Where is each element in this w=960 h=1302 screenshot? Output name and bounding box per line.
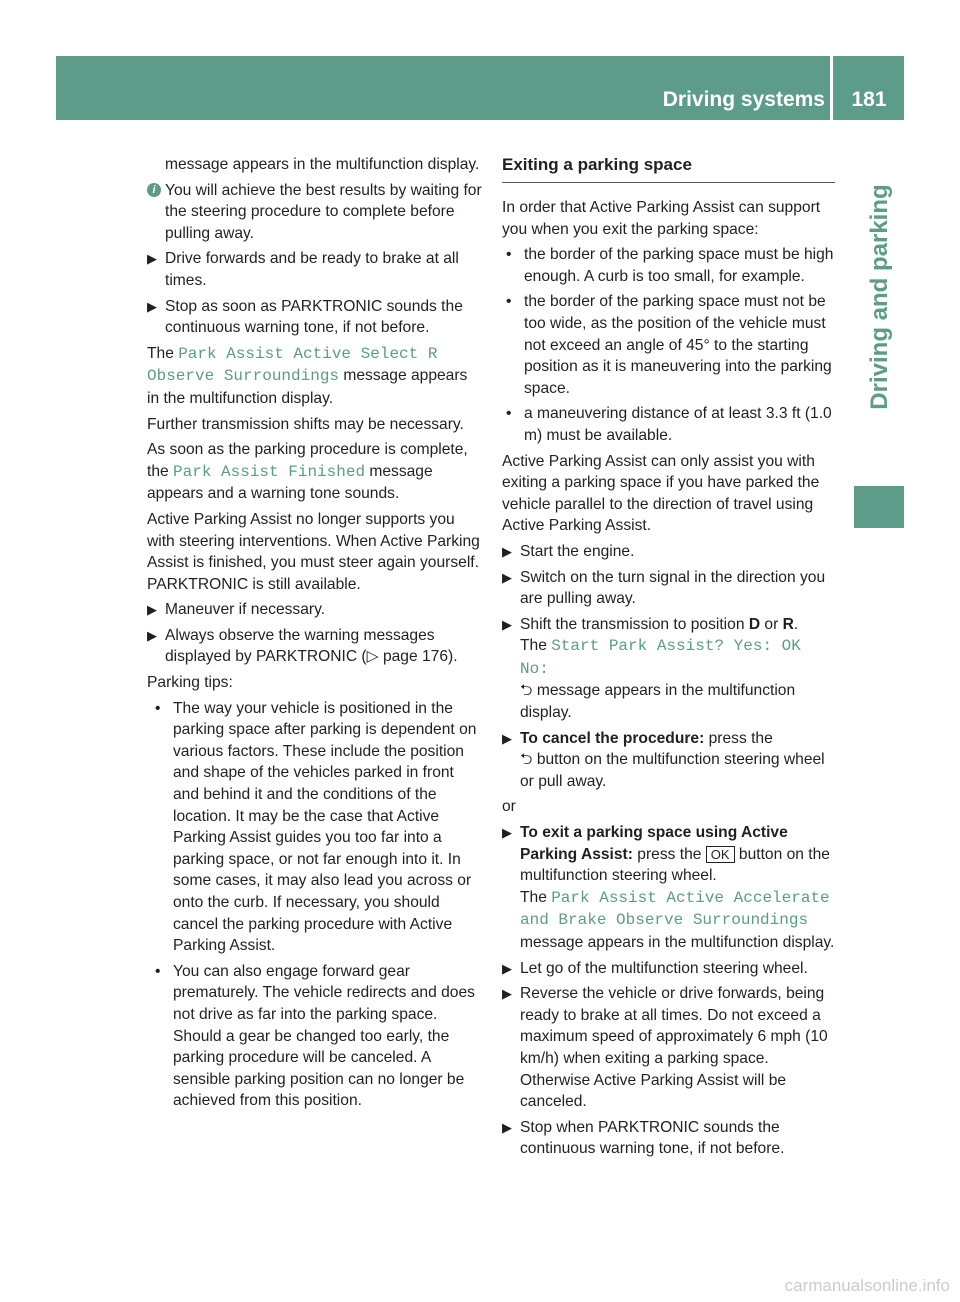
bullet-item: • the border of the parking space must be high enough. A curb is too small, for example. [506, 246, 834, 285]
display-message: Park Assist Active Select R Observe Surroundings [147, 344, 438, 386]
section-title: Driving systems [662, 88, 825, 111]
display-message: Park Assist Finished [173, 462, 366, 481]
paragraph: Further transmission shifts may be necessary. [147, 415, 464, 433]
step-arrow-icon: ▶ [502, 730, 512, 746]
paragraph: or [502, 798, 516, 816]
side-tab-block [854, 486, 904, 528]
display-message: Park Assist Active Accelerate and Brake Observe Surroundings [520, 888, 830, 930]
bullet-icon: • [155, 699, 161, 717]
step: ▶ Stop when PARKTRONIC sounds the continuous warning tone, if not before. [502, 1118, 785, 1158]
bullet-item: • You can also engage forward gear prematurely. The vehicle redirects and does not drive as far into the parking space. Should a gear be changed too early, the parking procedure will be canceled. A sensible parking position can no longer be achieved from this position. [155, 962, 475, 1110]
step: ▶ To exit a parking space using Active Parking Assist: press the OK button on the multifunction steering wheel. The Park Assist Active Accelerate and Brake Observe Surroundings message appears in the multifunction display. [502, 824, 835, 951]
bullet-icon: • [506, 405, 512, 423]
step: ▶ Drive forwards and be ready to brake at all times. [147, 250, 459, 289]
bullet-item: • the border of the parking space must not be too wide, as the position of the vehicle must not exceed an angle of 45° to the starting position as it is maneuvering into the parking space. [506, 293, 832, 397]
left-column [147, 154, 483, 1116]
step-arrow-icon: ▶ [502, 825, 512, 841]
step-arrow-icon: ▶ [147, 251, 157, 267]
paragraph: In order that Active Parking Assist can support you when you exit the parking space: [502, 199, 821, 238]
step: ▶ Switch on the turn signal in the direction you are pulling away. [502, 568, 826, 608]
step: ▶ Start the engine. [502, 541, 835, 563]
info-icon: i [147, 183, 161, 197]
step-arrow-icon: ▶ [502, 1119, 512, 1135]
ok-key-icon: OK [706, 846, 735, 863]
page-ref-icon: ▷ [366, 648, 379, 666]
right-column [502, 154, 835, 1164]
bullet-item: • a maneuvering distance of at least 3.3 ft (1.0 m) must be available. [506, 405, 832, 444]
page-number: 181 [851, 88, 887, 111]
step-arrow-icon: ▶ [502, 986, 512, 1002]
paragraph: The Park Assist Active Select R Observe Surroundings message appears in the multifunction display. [147, 344, 468, 407]
header-divider [830, 56, 833, 120]
bullet-icon: • [155, 962, 161, 980]
step: ▶ To cancel the procedure: press the ⮌ button on the multifunction steering wheel or pull away. [502, 729, 825, 790]
back-button-icon: ⮌ [520, 751, 533, 769]
bullet-icon: • [506, 246, 512, 264]
paragraph: As soon as the parking procedure is complete, the Park Assist Finished message appears and a warning tone sounds. [147, 441, 468, 503]
step: ▶ Let go of the multifunction steering wheel. [502, 958, 835, 980]
step-arrow-icon: ▶ [147, 627, 157, 643]
paragraph: Active Parking Assist no longer supports you with steering interventions. When Active Parking Assist is finished, you must steer again yourself. PARKTRONIC is still available. [147, 510, 480, 593]
continued-text: message appears in the multifunction display. [165, 156, 480, 173]
step: ▶ Reverse the vehicle or drive forwards, being ready to brake at all times. Do not exceed a maximum speed of approximately 6 mph (10 km/h) when exiting a parking space. Otherwise Active Parking Assist will be canceled. [502, 985, 828, 1111]
bullet-item: • The way your vehicle is positioned in the parking space after parking is dependent on various factors. These include the position and shape of the vehicles parked in front and behind it and the conditions of the location. It may be the case that Active Parking Assist guides you too far into a parking space, or not far enough into it. In some cases, it may also lead you across or onto the curb. If necessary, you should cancel the parking procedure with Active Parking Assist. [155, 699, 477, 955]
tips-label: Parking tips: [147, 674, 233, 692]
step-arrow-icon: ▶ [502, 569, 512, 585]
step-arrow-icon: ▶ [502, 616, 512, 632]
step-arrow-icon: ▶ [502, 543, 512, 559]
back-button-icon: ⮌ [520, 682, 533, 700]
section-heading: Exiting a parking space [502, 154, 835, 183]
step-arrow-icon: ▶ [502, 960, 512, 976]
step-arrow-icon: ▶ [147, 602, 157, 618]
step-arrow-icon: ▶ [147, 298, 157, 314]
step: ▶ Always observe the warning messages displayed by PARKTRONIC (▷ page 176). [147, 626, 458, 666]
display-message: Start Park Assist? Yes: OK No: [520, 637, 801, 678]
bullet-icon: • [506, 293, 512, 311]
step: ▶ Stop as soon as PARKTRONIC sounds the continuous warning tone, if not before. [147, 297, 463, 337]
step: ▶ Maneuver if necessary. [147, 599, 483, 621]
step: ▶ Shift the transmission to position D or R. The Start Park Assist? Yes: OK No: ⮌ message appears in the multifunction display. [502, 615, 801, 722]
paragraph: Active Parking Assist can only assist you with exiting a parking space if you have parked the vehicle parallel to the direction of travel using Active Parking Assist. [502, 452, 820, 535]
side-tab-label: Driving and parking [866, 184, 893, 410]
watermark: carmanualsonline.info [784, 1276, 950, 1295]
info-note: i You will achieve the best results by waiting for the steering procedure to complete before pulling away. [147, 180, 483, 245]
